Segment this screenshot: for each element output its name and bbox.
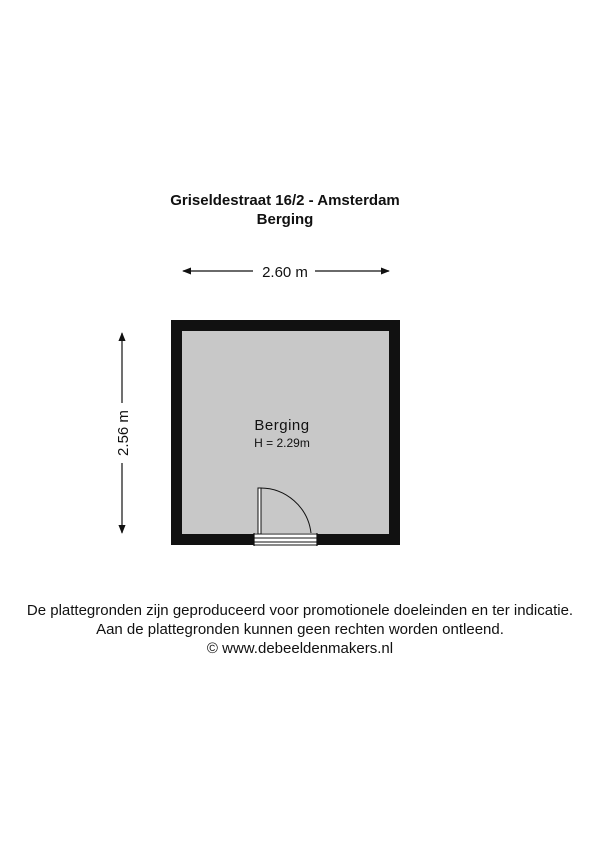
disclaimer-line-1: De plattegronden zijn geproduceerd voor promotionele doeleinden en ter indicatie. — [26, 602, 574, 619]
height-label: 2.56 m — [115, 410, 132, 456]
disclaimer-line-2: Aan de plattegronden kunnen geen rechten worden ontleend. — [96, 621, 504, 638]
width-label: 2.60 m — [262, 264, 308, 281]
floor-title: Berging — [256, 211, 314, 228]
door-opening — [254, 533, 317, 546]
address-title: Griseldestraat 16/2 - Amsterdam — [170, 192, 400, 209]
width-dimension — [183, 264, 389, 281]
room-berging — [171, 320, 400, 546]
height-dimension — [115, 333, 132, 533]
room-ceiling-height: H = 2.29m — [254, 436, 310, 450]
room-name: Berging — [254, 417, 310, 434]
copyright-line: © www.debeeldenmakers.nl — [206, 640, 394, 657]
